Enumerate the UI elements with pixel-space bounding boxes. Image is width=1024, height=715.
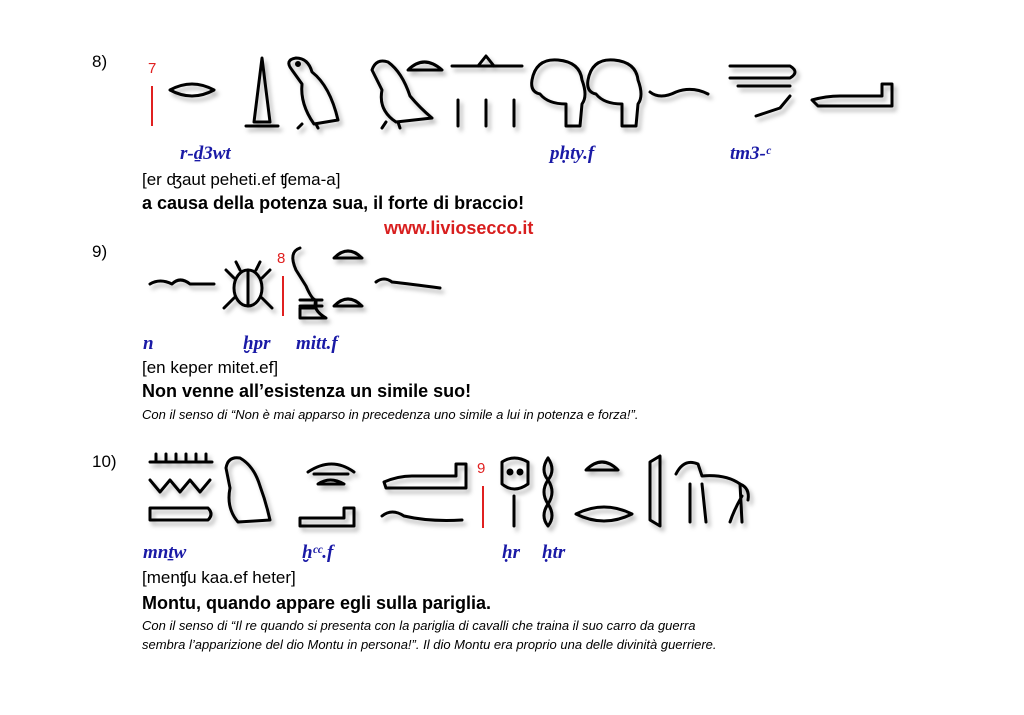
game-board-glyph xyxy=(150,454,212,520)
bread-glyph-3 xyxy=(334,299,362,306)
twisted-rope-glyph xyxy=(544,458,552,526)
falcon-glyph xyxy=(226,458,270,522)
transliteration: n xyxy=(143,333,154,354)
viper-glyph xyxy=(376,279,440,288)
line-marker: 7 xyxy=(148,60,157,77)
vulture-glyph xyxy=(289,58,338,128)
note: Con il senso di “Non è mai apparso in precedenza uno simile a lui in potenza e forza!”. xyxy=(142,407,639,422)
note: sembra l’apparizione del dio Montu in persona!”. Il dio Montu era proprio una delle divinità guerriere. xyxy=(142,637,717,652)
transliteration: ḫᶜᶜ.f xyxy=(302,542,334,563)
milk-jug-glyph xyxy=(293,248,326,318)
bread-glyph-4 xyxy=(586,462,618,470)
transliteration: ḥr xyxy=(502,542,520,563)
pronunciation: [er ʤaut peheti.ef ʧema-a] xyxy=(142,170,341,189)
translation: a causa della potenza sua, il forte di braccio! xyxy=(142,193,525,213)
transliteration: r-ḏ3wt xyxy=(180,143,231,164)
crown-glyph xyxy=(308,464,354,484)
pronunciation: [en keper mitet.ef] xyxy=(142,358,279,377)
arm-glyph-3 xyxy=(384,464,466,488)
scarab-glyph xyxy=(224,262,272,308)
section-number: 10) xyxy=(92,452,117,471)
bread-glyph xyxy=(408,62,442,70)
bread-glyph-2 xyxy=(334,251,362,258)
line-marker: 8 xyxy=(277,250,286,267)
sky-plural-glyph xyxy=(452,56,522,126)
translation: Non venne all’esistenza un simile suo! xyxy=(142,381,472,401)
line-marker: 9 xyxy=(477,460,486,477)
line-marker-bar xyxy=(482,486,484,528)
transliteration: mitt.f xyxy=(296,333,338,354)
transliteration: ḫpr xyxy=(243,333,271,354)
pronunciation: [menʧu kaa.ef heter] xyxy=(142,568,296,587)
line-marker-bar xyxy=(282,276,284,316)
knife-glyph xyxy=(650,456,660,526)
face-glyph xyxy=(502,458,528,526)
line-marker-bar xyxy=(151,86,153,126)
horse-glyph xyxy=(676,462,748,522)
mouth-glyph xyxy=(170,84,214,96)
arm-glyph xyxy=(812,84,892,106)
lion-head-glyph xyxy=(532,60,641,126)
transliteration: pḥty.f xyxy=(550,143,595,164)
transliteration: ḥtr xyxy=(542,542,566,563)
water-n-glyph xyxy=(150,280,214,284)
website-watermark: www.liviosecco.it xyxy=(384,218,534,238)
mouth-glyph-2 xyxy=(576,507,632,521)
snake-glyph xyxy=(650,89,708,96)
snake-glyph-2 xyxy=(382,512,462,521)
rope-glyph xyxy=(730,66,795,116)
section-number: 8) xyxy=(92,52,108,71)
section-number: 9) xyxy=(92,242,108,261)
translation: Montu, quando appare egli sulla pariglia. xyxy=(142,593,492,613)
transliteration: mnṯw xyxy=(143,542,187,563)
note: Con il senso di “Il re quando si presenta con la pariglia di cavalli che traina il suo carro da guerra xyxy=(142,618,696,633)
hill-glyph xyxy=(246,58,278,126)
arm-glyph-2 xyxy=(300,508,354,526)
transliteration: tm3-ᶜ xyxy=(730,143,771,164)
